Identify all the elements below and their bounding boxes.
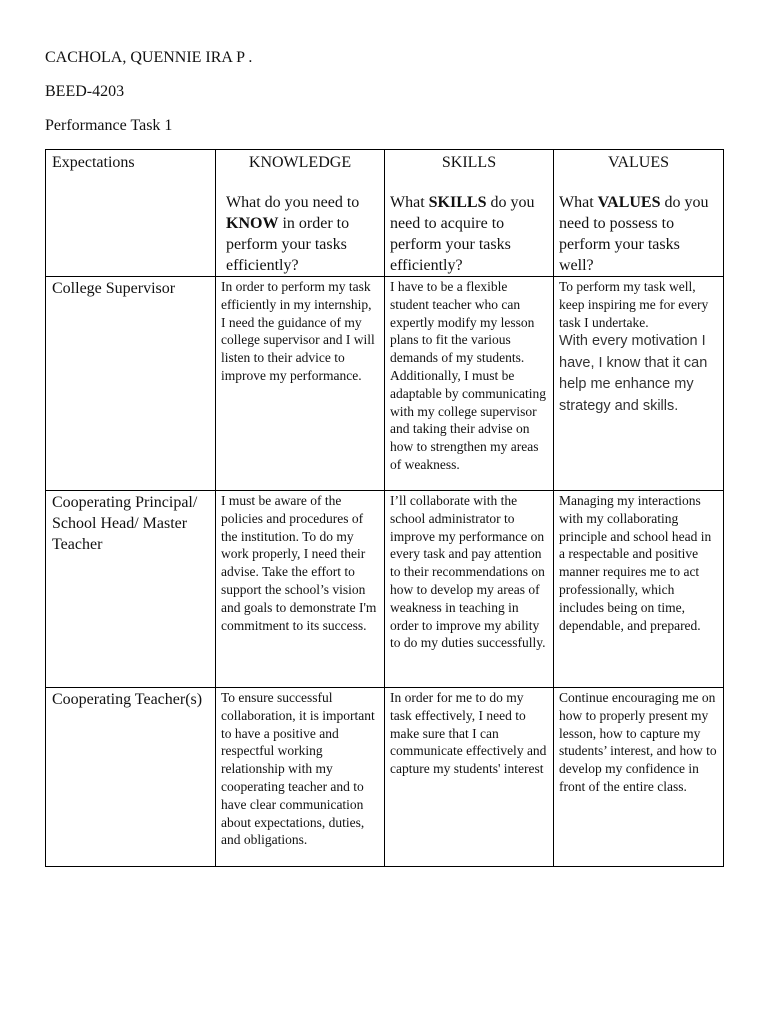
row-label: Cooperating Principal/ School Head/ Master Teacher (46, 491, 216, 688)
values-extra-text: With every motivation I have, I know that it can help me enhance my strategy and skills. (559, 333, 708, 414)
header-expectations (46, 150, 216, 277)
row-label: College Supervisor (46, 277, 216, 491)
student-name: CACHOLA, QUENNIE IRA P . (45, 49, 253, 66)
task-title: Performance Task 1 (45, 117, 173, 134)
section-code: BEED-4203 (45, 83, 125, 100)
header-knowledge (216, 150, 385, 277)
header-values (554, 150, 724, 277)
skills-title: SKILLS (441, 154, 497, 171)
header-skills (385, 150, 554, 277)
table-header-row (46, 150, 724, 277)
values-cell: Continue encouraging me on how to properly present my lesson, how to capture my students’ interest, and how to develop my confidence in front of the entire class. (554, 688, 724, 867)
table-row (46, 277, 724, 491)
skills-cell: I have to be a flexible student teacher who can expertly modify my lesson plans to fit the various demands of my students. Additionally, I must be adaptable by communicating with my college supervisor and taking their advise on how to strengthen my areas of weakness. (385, 277, 554, 491)
knowledge-cell: In order to perform my task efficiently in my internship, I need the guidance of my college supervisor and I will listen to their advice to improve my performance. (216, 277, 385, 491)
skills-cell: In order for me to do my task effectively, I need to make sure that I can communicate effectively and capture my students' interest (385, 688, 554, 867)
knowledge-cell: I must be aware of the policies and procedures of the institution. To do my work properly, I need their advise. Take the effort to support the school’s vision and goals to demonstrate I'm commitment to its success. (216, 491, 385, 688)
values-title: VALUES (607, 154, 670, 171)
values-text: To perform my task well, keep inspiring me for every task I undertake. (559, 279, 709, 330)
row-label: Cooperating Teacher(s) (46, 688, 216, 867)
values-question: What VALUES do you need to possess to perform your tasks well? (559, 194, 709, 274)
table-row (46, 688, 724, 867)
values-cell (554, 277, 724, 491)
knowledge-title: KNOWLEDGE (248, 154, 352, 171)
skills-cell: I’ll collaborate with the school administrator to improve my performance on every task and pay attention to their recommendations on how to develop my areas of weakness in teaching in order to improve my ability to do my duties successfully. (385, 491, 554, 688)
table-row (46, 491, 724, 688)
expectations-table (45, 149, 724, 867)
values-cell: Managing my interactions with my collaborating principle and school head in a respectable and positive manner requires me to act professionally, which includes being on time, dependable, and prepared. (554, 491, 724, 688)
knowledge-question: What do you need to KNOW in order to perform your tasks efficiently? (226, 194, 360, 274)
expectations-title: Expectations (52, 154, 135, 171)
skills-question: What SKILLS do you need to acquire to perform your tasks efficiently? (390, 194, 535, 274)
knowledge-cell: To ensure successful collaboration, it is important to have a positive and respectful working relationship with my cooperating teacher and to have clear communication about expectations, duties, and obligations. (216, 688, 385, 867)
